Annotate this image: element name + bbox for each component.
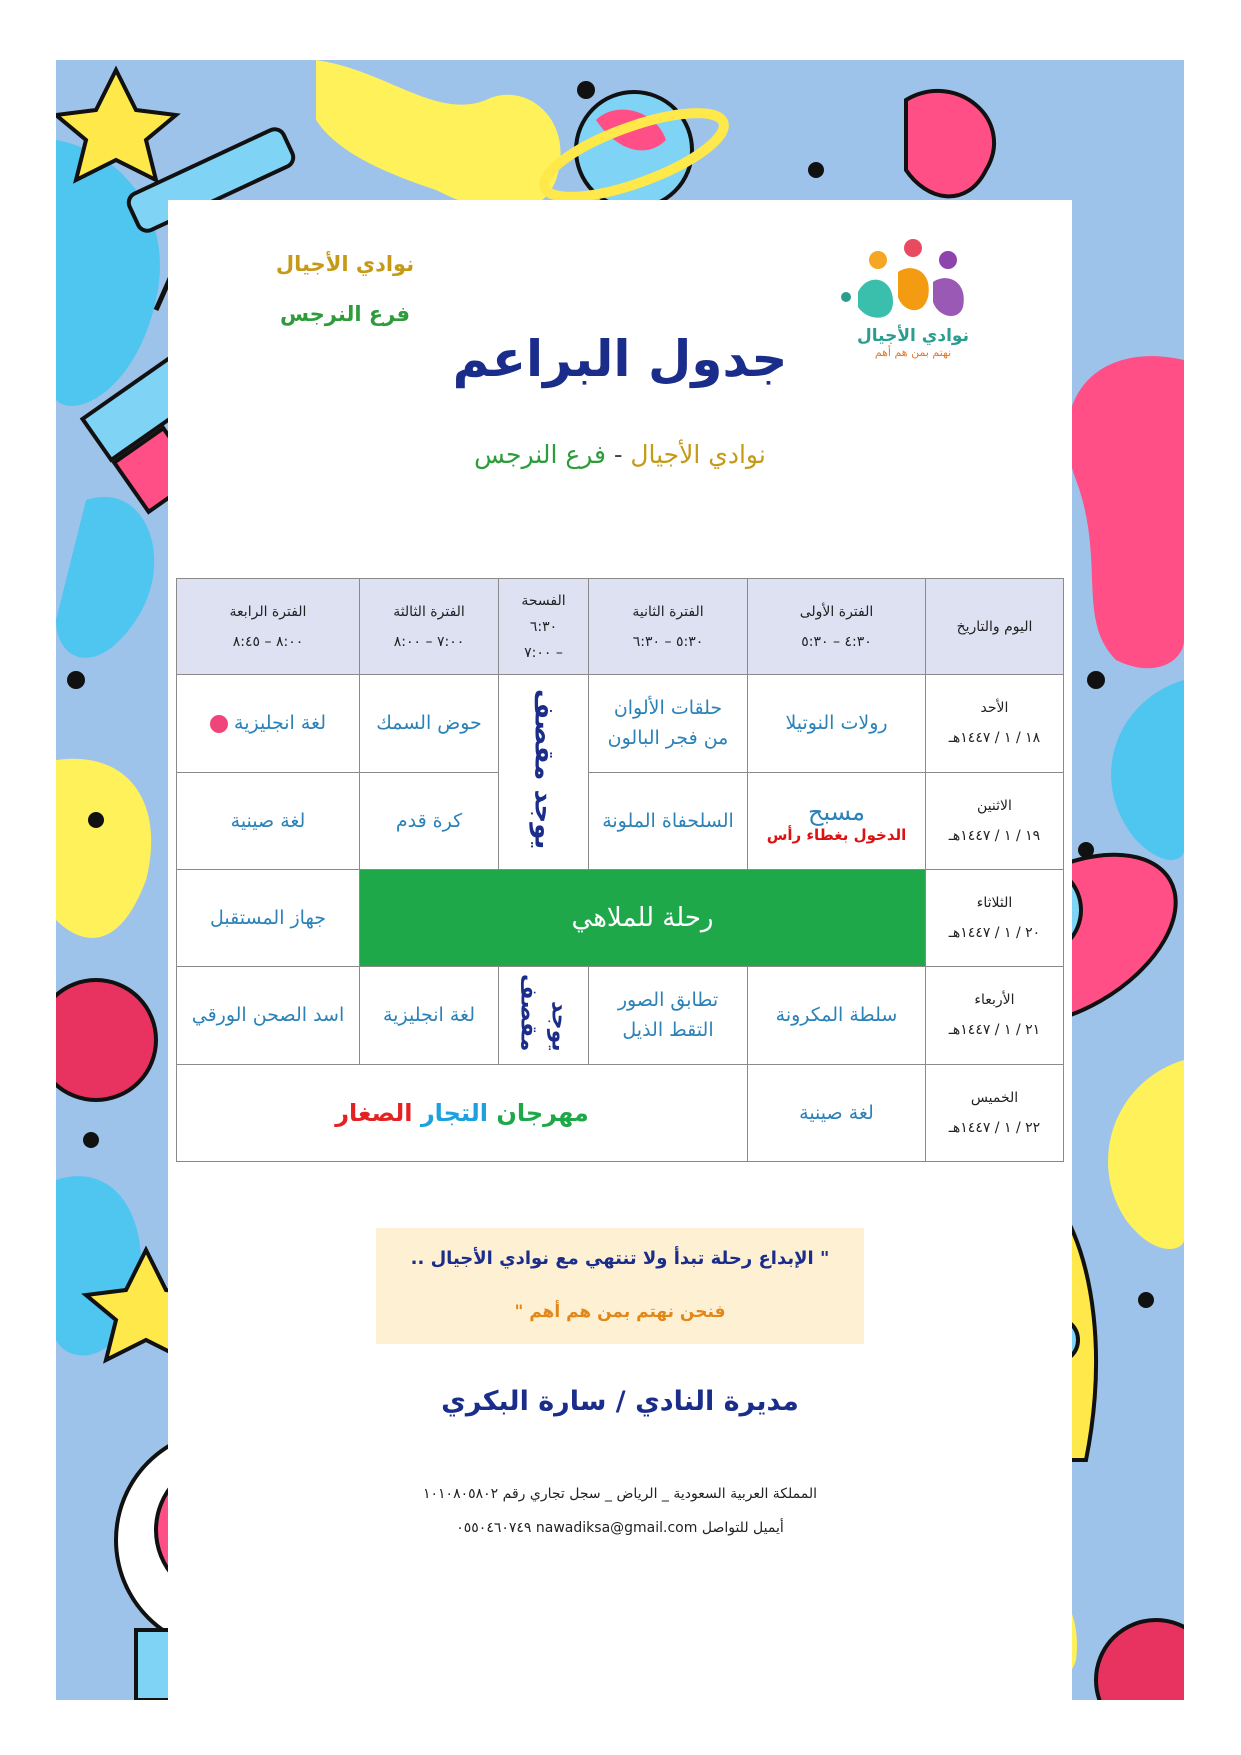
pink-dot-icon: [210, 715, 228, 733]
header-period-4: الفترة الرابعة ٨:٠٠ – ٨:٤٥: [177, 579, 360, 675]
merged-trip-cell: رحلة للملاهي: [360, 869, 926, 966]
activity-note: الدخول بغطاء رأس: [766, 825, 907, 844]
logo-figures-icon: [838, 232, 988, 332]
table-row: [177, 967, 1064, 1064]
org-name: نوادي الأجيال: [275, 252, 415, 276]
subtitle: [400, 440, 840, 469]
day-cell: الثلاثاء ٢٠ / ١ / ١٤٤٧هـ: [926, 869, 1064, 966]
table-header-row: [177, 579, 1064, 675]
activity-cell: لغة انجليزية: [360, 967, 499, 1064]
day-cell: الخميس ٢٢ / ١ / ١٤٤٧هـ: [926, 1064, 1064, 1161]
activity-cell: لغة صينية: [748, 1064, 926, 1161]
festival-word-3: الصغار: [335, 1098, 413, 1127]
day-cell: الاثنين ١٩ / ١ / ١٤٤٧هـ: [926, 772, 1064, 869]
footer-address: المملكة العربية السعودية _ الرياض _ سجل تجاري رقم ١٠١٠٨٠٥٨٠٢: [422, 1486, 818, 1502]
schedule-table: [176, 578, 1064, 1162]
activity-cell: كرة قدم: [360, 772, 499, 869]
subtitle-separator: -: [606, 440, 631, 469]
quote-box: [376, 1228, 864, 1344]
activity-cell: حوض السمك: [360, 675, 499, 772]
header-period-1: الفترة الأولى ٤:٣٠ – ٥:٣٠: [748, 579, 926, 675]
activity-cell: سلطة المكرونة: [748, 967, 926, 1064]
break-canteen-cell: يوجدمقصف: [499, 967, 589, 1064]
table-row: [177, 869, 1064, 966]
quote-line-2: فنحن نهتم بمن هم أهم ": [514, 1302, 726, 1322]
activity-cell: حلقات الألوان من فجر البالون: [589, 675, 748, 772]
page-title: جدول البراعم: [452, 330, 788, 388]
logo-name: نوادي الأجيال: [857, 326, 969, 346]
festival-word-2: التجار: [420, 1098, 488, 1127]
activity-cell: مسبح الدخول بغطاء رأس: [748, 772, 926, 869]
table-row: [177, 772, 1064, 869]
activity-cell: جهاز المستقبل: [177, 869, 360, 966]
activity-cell: لغة انجليزية: [177, 675, 360, 772]
day-cell: الأربعاء ٢١ / ١ / ١٤٤٧هـ: [926, 967, 1064, 1064]
activity-cell: تطابق الصور التقط الذيل: [589, 967, 748, 1064]
day-cell: الأحد ١٨ / ١ / ١٤٤٧هـ: [926, 675, 1064, 772]
logo-tagline: نهتم بمن هم أهم: [874, 346, 952, 359]
header-break: الفسحة ٦:٣٠ – ٧:٠٠: [499, 579, 589, 675]
header-day: اليوم والتاريخ: [926, 579, 1064, 675]
quote-line-1: " الإبداع رحلة تبدأ ولا تنتهي مع نوادي الأجيال ..: [410, 1248, 830, 1269]
table-row: [177, 675, 1064, 772]
activity-cell: السلحفاة الملونة: [589, 772, 748, 869]
activity-cell: لغة صينية: [177, 772, 360, 869]
break-canteen-cell: يوجد مقصف: [499, 675, 589, 870]
subtitle-org: نوادي الأجيال: [630, 440, 766, 469]
header-period-2: الفترة الثانية ٥:٣٠ – ٦:٣٠: [589, 579, 748, 675]
footer-contact: أيميل للتواصل nawadiksa@gmail.com ٠٥٥٠٤٦٠٧٤٩: [456, 1520, 784, 1536]
signature: مديرة النادي / سارة البكري: [441, 1386, 799, 1417]
table-row: [177, 1064, 1064, 1161]
header-period-3: الفترة الثالثة ٧:٠٠ – ٨:٠٠: [360, 579, 499, 675]
festival-word-1: مهرجان: [496, 1098, 589, 1127]
activity-cell: رولات النوتيلا: [748, 675, 926, 772]
festival-cell: [177, 1064, 748, 1161]
subtitle-branch: فرع النرجس: [474, 440, 607, 469]
activity-cell: اسد الصحن الورقي: [177, 967, 360, 1064]
branch-name: فرع النرجس: [279, 302, 410, 326]
brand-logo: [838, 232, 988, 382]
